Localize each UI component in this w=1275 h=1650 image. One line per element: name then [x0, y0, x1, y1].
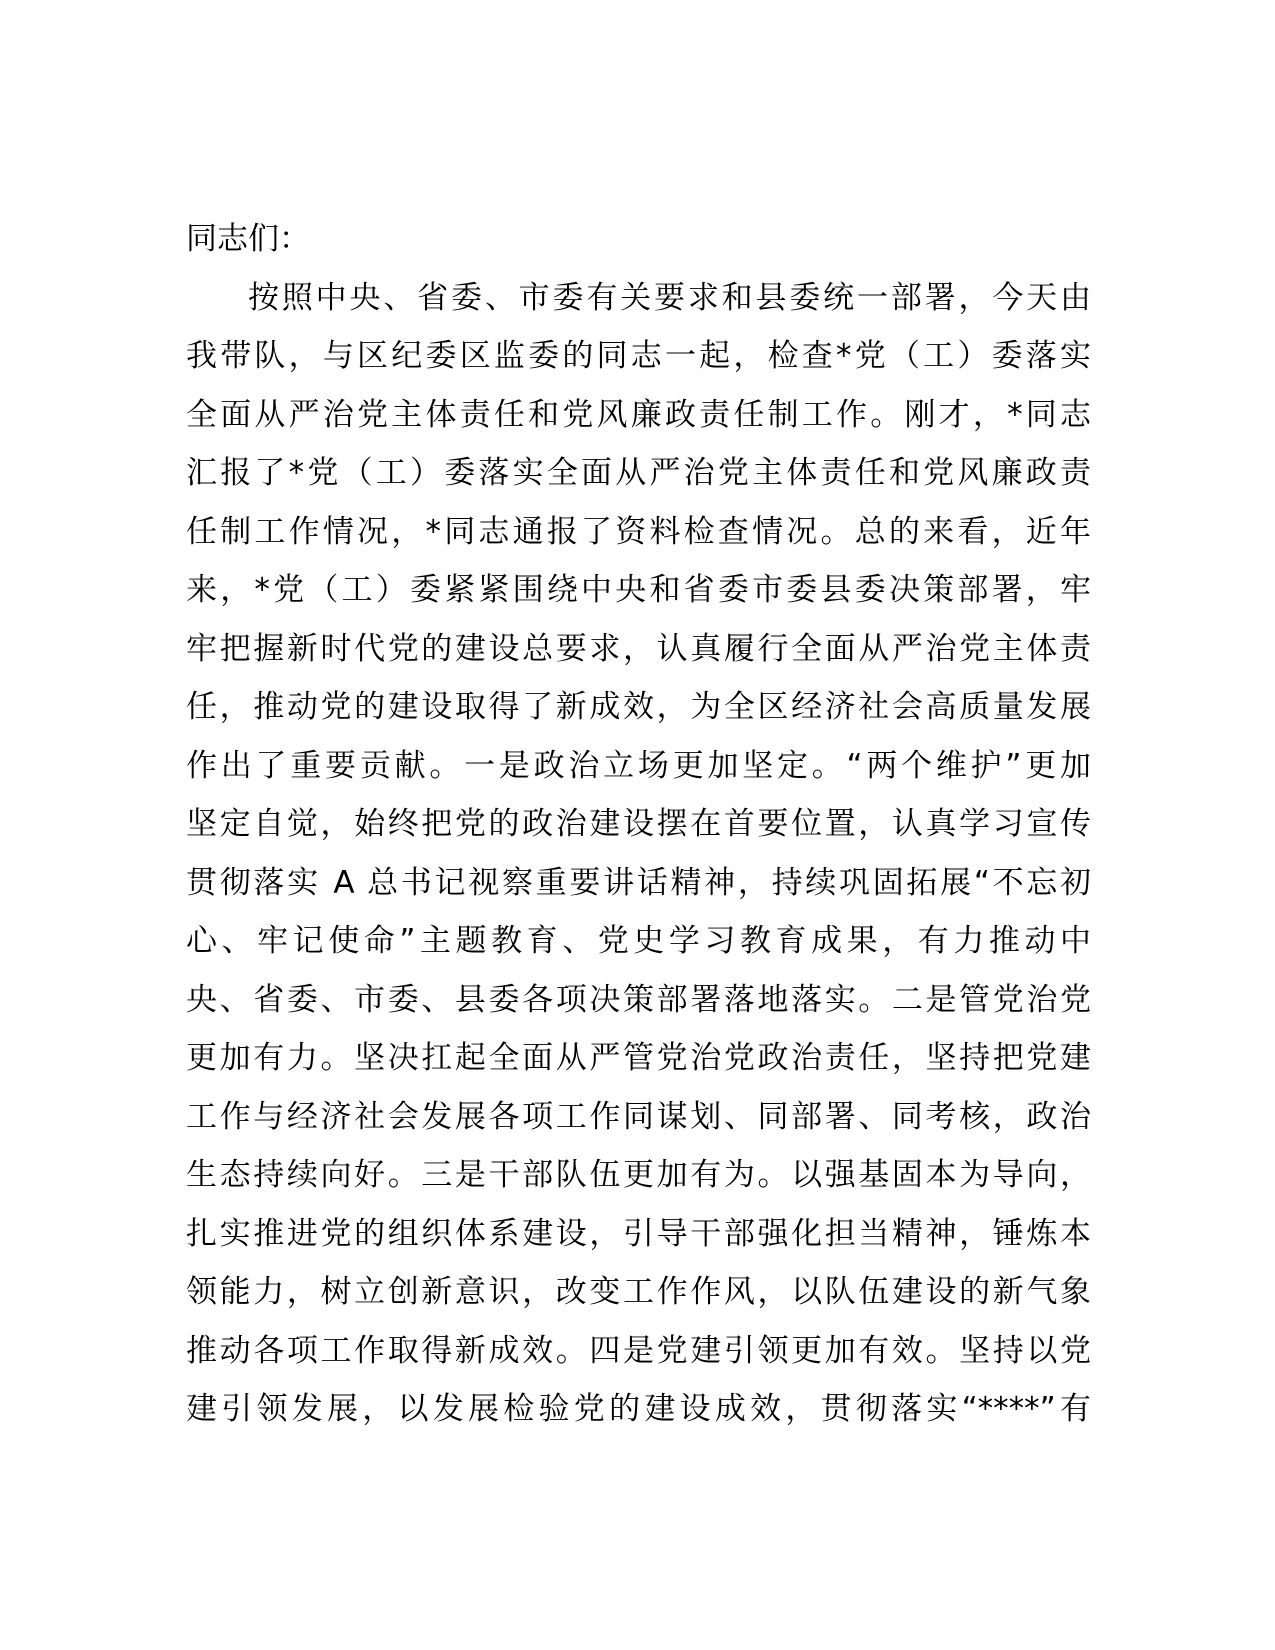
paragraph-line: 央、省委、市委、县委各项决策部署落地落实。二是管党治党	[186, 981, 1091, 1018]
paragraph-line: 建引领发展，以发展检验党的建设成效，贯彻落实“****”有	[186, 1391, 1091, 1427]
paragraph-line: 按照中央、省委、市委有关要求和县委统一部署，今天由	[248, 279, 1091, 316]
paragraph-line: 来，*党（工）委紧紧围绕中央和省委市委县委决策部署，牢	[186, 572, 1091, 608]
paragraph-line: 心、牢记使命”主题教育、党史学习教育成果，有力推动中	[186, 923, 1091, 959]
paragraph-line: 扎实推进党的组织体系建设，引导干部强化担当精神，锤炼本	[186, 1215, 1091, 1252]
document-body	[186, 210, 1091, 1439]
paragraph-line: 作出了重要贡献。一是政治立场更加坚定。“两个维护”更加	[186, 747, 1091, 784]
paragraph-line: 我带队，与区纪委区监委的同志一起，检查*党（工）委落实	[186, 338, 1091, 374]
paragraph-line: 汇报了*党（工）委落实全面从严治党主体责任和党风廉政责	[186, 455, 1091, 491]
paragraph-line: 领能力，树立创新意识，改变工作作风，以队伍建设的新气象	[186, 1274, 1091, 1310]
paragraph-line: 牢把握新时代党的建设总要求，认真履行全面从严治党主体责	[186, 630, 1091, 667]
paragraph-line: 全面从严治党主体责任和党风廉政责任制工作。刚才，*同志	[186, 396, 1091, 433]
paragraph-line: 任，推动党的建设取得了新成效，为全区经济社会高质量发展	[186, 689, 1091, 725]
paragraph-line: 工作与经济社会发展各项工作同谋划、同部署、同考核，政治	[186, 1098, 1091, 1135]
paragraph-line: 贯彻落实 A 总书记视察重要讲话精神，持续巩固拓展“不忘初	[186, 864, 1091, 901]
paragraph-line: 坚定自觉，始终把党的政治建设摆在首要位置，认真学习宣传	[186, 806, 1091, 842]
paragraph-line: 任制工作情况，*同志通报了资料检查情况。总的来看，近年	[186, 513, 1091, 550]
paragraph-line: 推动各项工作取得新成效。四是党建引领更加有效。坚持以党	[186, 1332, 1091, 1369]
paragraph-line: 更加有力。坚决扛起全面从严管党治党政治责任，坚持把党建	[186, 1040, 1091, 1076]
paragraph-line: 生态持续向好。三是干部队伍更加有为。以强基固本为导向，	[186, 1157, 1091, 1193]
salutation: 同志们：	[186, 221, 310, 257]
